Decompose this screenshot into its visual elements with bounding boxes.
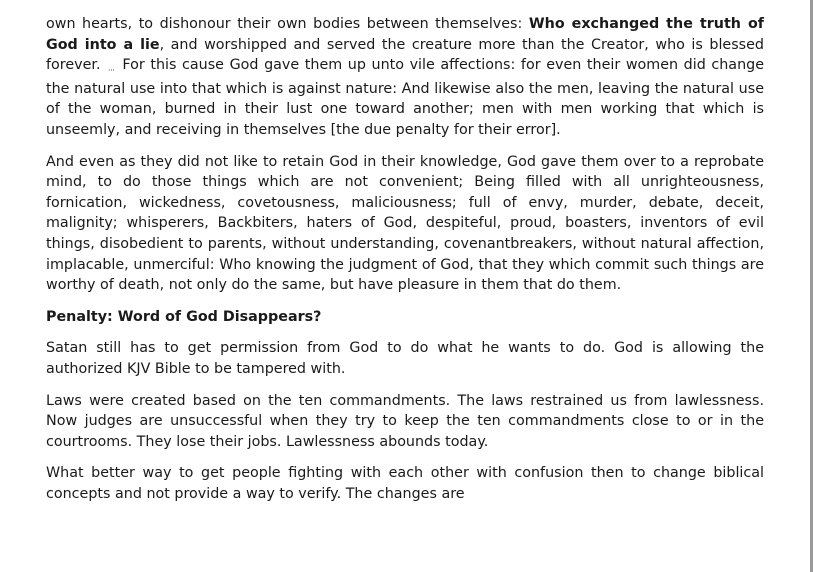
paragraph-laws: Laws were created based on the ten commandments. The laws restrained us from lawlessness. Now judges are unsuccessful when they try to keep the ten commandments close to or in the courtrooms. They lose their jobs. Lawlessness abounds today. [46, 392, 764, 450]
paragraph-confusion: What better way to get people fighting with each other with confusion then to change biblical concepts and not provide a way to verify. The changes are [46, 465, 764, 502]
paragraph-1-text-c: For this cause God gave them up unto vile affections: for even their women did change the natural use into that which is against nature: And likewise also the men, leaving the natural use of the woman, burned in their lust one toward another; men with men working that which is unseemly, and receiving in themselves [the due penalty for their error]. [46, 57, 764, 138]
footnote-mark: ,,, [108, 64, 115, 73]
paragraph-romans-2: And even as they did not like to retain God in their knowledge, God gave them over to a reprobate mind, to do those things which are not convenient; Being filled with all unrighteousness, fornication, wickedness, covetousness, maliciousness; full of envy, murder, debate, deceit, malignity; whisperers, Backbiters, haters of God, despiteful, proud, boasters, inventors of evil things, disobedient to parents, without understanding, covenantbreakers, without natural affection, implacable, unmerciful: Who knowing the judgment of God, that they which commit such things are worthy of death, not only do the same, but have pleasure in them that do them. [46, 153, 764, 294]
section-heading: Penalty: Word of God Disappears? [46, 308, 322, 325]
paragraph-1-bold: Who exchanged the truth of God into a lie [46, 16, 764, 53]
paragraph-1-text-b: , and worshipped and served the creature more than the Creator, who is blessed forever. [46, 36, 764, 74]
paragraph-satan-permission: Satan still has to get permission from God to do what he wants to do. God is allowing the authorized KJV Bible to be tampered with. [46, 340, 764, 377]
document-body [46, 14, 764, 515]
paragraph-romans-1 [46, 14, 764, 141]
paragraph-1-text-a: own hearts, to dishonour their own bodies between themselves: [46, 16, 529, 32]
